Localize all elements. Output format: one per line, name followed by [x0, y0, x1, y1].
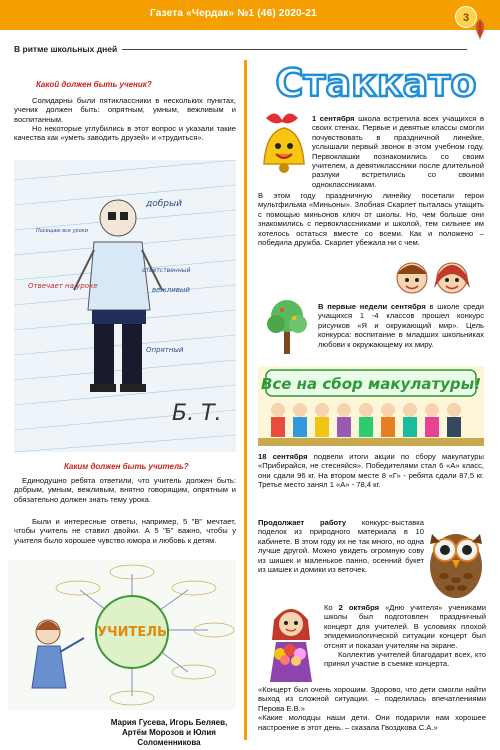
tree-icon [262, 296, 312, 356]
story-text: конкурс-выставка поделок из природного материала в 10 кабинете. В этом году их не так много, но одна лучше другой. Можно увидеть огромную сову из шишек и маленькое панно, осенний букет из шишек и домики из веточек. [258, 518, 424, 575]
story-first-september [312, 114, 484, 189]
drawing-word: Б. Т. [172, 401, 222, 426]
story-lead: 1 сентября [312, 114, 355, 123]
quote-gvozdkova: «Какие молодцы наши дети. Они подарили нам хорошее настроение в этот день. – сказала Гвоздкова С.А.» [258, 713, 486, 732]
story-lead: В первые недели сентября [318, 302, 426, 311]
paragraph-student-1: Солидарны были пятиклассники в нескольких пунктах, ученик должен быть: опрятным, умным, вежливым и воспитанным. [14, 96, 236, 124]
drawing-word: добрый [146, 199, 182, 209]
banner-text: Все на сбор макулатуры! [260, 375, 482, 393]
story-paper-results [258, 452, 484, 490]
teacher-with-flowers-icon [262, 598, 320, 684]
story-drawing-contest [318, 302, 484, 349]
drawing-word: Опрятный [146, 346, 184, 354]
section-rule [122, 49, 467, 50]
paragraph-student-2: Но некоторые углубились в этот вопрос и указали такие качества как «уметь заводить друзей» и «трудиться». [14, 124, 236, 143]
story-nature-crafts [258, 518, 424, 574]
kids-faces-icon [390, 258, 480, 298]
autumn-leaf-icon [472, 18, 488, 40]
story-thanks: Коллектив учителей благодарит всех, кто принял участие в съемке концерта. [324, 650, 486, 669]
question-student: Какой должен быть ученик? [36, 80, 152, 89]
story-text: «Дню учителя» учениками школы был подготовлен праздничный концерт для учителей. В условиях плохой эпидемиологической ситуации концерт был отснят и показан учителям на экране. [324, 603, 486, 650]
story-quotes [258, 685, 486, 732]
story-text: в школе среди учащихся 1 -4 классов прошел конкурс рисунков «Я и окружающий мир». Цель конкурса: воспитание в младших школьниках любови к окружающему их миру. [318, 302, 484, 349]
drawing-word: Посещаю все уроки [36, 228, 89, 234]
story-text: подвели итоги акции по сбору макулатуры «Прибирайся, не стесняйся». Победителями стал 6 «А» класс, они сдали 96 кг. На втором месте 8 «Г» - ребята сдали 87,5 кг. Третье место занял 1 «А» - 78,4 кг. [258, 452, 484, 490]
authors-line: Мария Гусева, Игорь Беляев, [110, 718, 228, 727]
staccato-logo-text: Стаккато [275, 61, 477, 105]
column-divider [244, 60, 247, 740]
story-text: школа встретила всех учащихся в своих стенах. Первые и девятые классы смогли почувствовать в праздничной линейке, услышали первый звонок в этом учебном году. Первоклашки познакомились со своим учителем, а девятиклассники после длительной разлуки встретились со своими одноклассниками. [312, 114, 484, 189]
authors-line: Артём Морозов и Юлия Соломенникова [122, 728, 216, 747]
bell-icon [256, 108, 312, 176]
page-number-badge: 3 [455, 6, 477, 28]
owl-icon [424, 516, 488, 602]
staccato-logo [275, 58, 477, 106]
story-teachers-day [324, 603, 486, 669]
story-lead: 2 октября [338, 603, 380, 612]
student-drawing [14, 160, 236, 452]
newspaper-title: Газета «Чердак» №1 (46) 2020-21 [150, 8, 317, 19]
drawing-word: Отвечает на уроке [28, 282, 98, 290]
teacher-drawing [8, 560, 236, 710]
quote-perova: «Концерт был очень хорошим. Здорово, что дети смогли найти выход из сложной ситуации. – поделилась впечатлениями Перова Е.В.» [258, 685, 486, 713]
section-heading: В ритме школьных дней [14, 44, 118, 54]
paragraph-teacher-2: Были и интересные ответы, например, 5 "В" мечтает, чтобы учитель не ставил двойки. А 5 "Б" важно, чтобы у учителя было хорошее чувство юмора и любовь к детям. [14, 517, 236, 545]
story-lead: Продолжает работу [258, 518, 347, 527]
authors-credit [96, 718, 242, 748]
drawing-word: ответственный [142, 267, 191, 274]
drawing-word: вежливый [152, 286, 190, 294]
drawing-center-word: УЧИТЕЛЬ [97, 625, 167, 640]
story-minions: В этом году праздничную линейку посетили герои мультфильма «Миньоны». Злобная Скарлет пыталась утащить с помощью миньонов ключ от школы. Но, чем больше они знакомились с первоклассниками и школой, тем сильнее им хотелось остаться вместе со всеми. Как и положено – победила дружба. Скарлет убежала ни с чем. [258, 191, 484, 248]
question-teacher: Каким должен быть учитель? [64, 462, 189, 471]
paper-collection-banner [258, 366, 484, 446]
story-lead: 18 сентября [258, 452, 308, 461]
paragraph-teacher-1: Единодушно ребята ответили, что учитель должен быть: добрым, умным, вежливым, внятно говорящим, опрятным и обязательно должен знать тему урока. [14, 476, 236, 504]
story-text: Ко [324, 603, 339, 612]
